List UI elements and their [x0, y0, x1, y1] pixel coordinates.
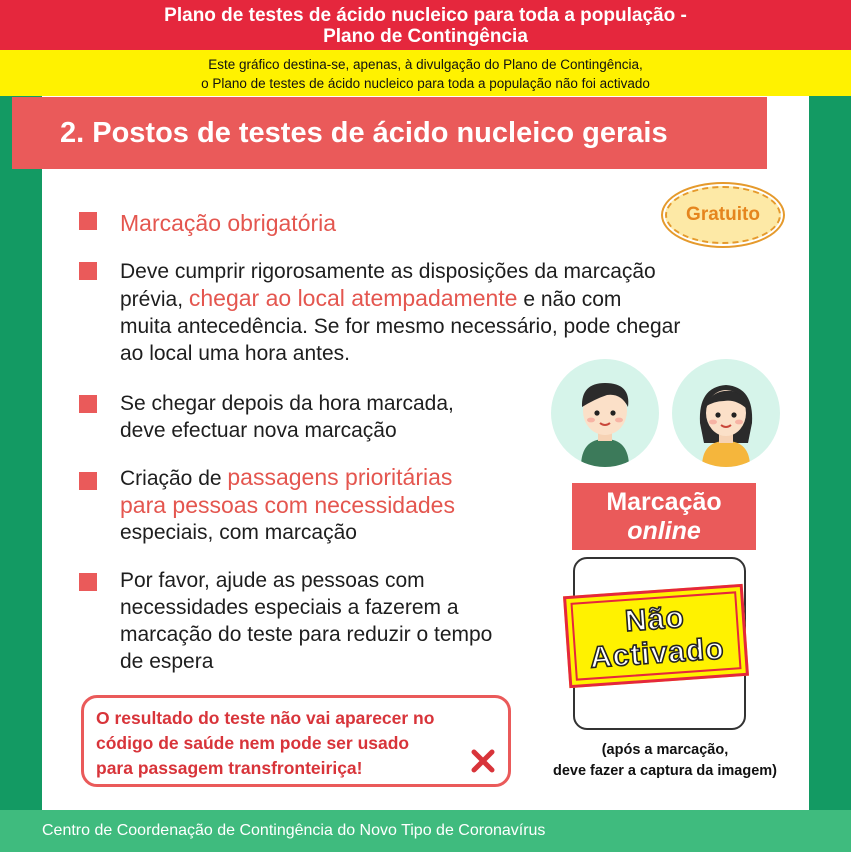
stamp-line2: Activado: [588, 632, 726, 675]
top-banner: [0, 0, 851, 50]
bullet-5-line1: Por favor, ajude as pessoas com: [120, 569, 425, 592]
bullet-marker-4: [79, 472, 97, 490]
bullet-4-highlight-1: passagens prioritárias: [227, 464, 453, 490]
banner-title-line2: Plano de Contingência: [323, 26, 528, 47]
online-booking-label: [572, 483, 756, 550]
bullet-5-line4: de espera: [120, 650, 214, 673]
bullet-4-highlight-2: para pessoas com necessidades: [120, 492, 455, 518]
bullet-4-line1-a: Criação de: [120, 467, 228, 490]
bullet-2-highlight: chegar ao local atempadamente: [188, 285, 518, 311]
cross-icon: [470, 748, 496, 774]
notice-banner: [0, 50, 851, 96]
stamp-line1: Não: [623, 600, 686, 639]
bullet-5-line3: marcação do teste para reduzir o tempo: [120, 623, 493, 646]
caption-line1: (após a marcação,: [601, 742, 729, 758]
free-badge: Gratuito: [665, 186, 781, 244]
bullet-2-line2-b: e não com: [517, 288, 622, 311]
section-header: 2. Postos de testes de ácido nucleico gerais: [12, 97, 767, 169]
bullet-4-line1: [120, 464, 455, 492]
warning-line1: O resultado do teste não vai aparecer no: [96, 708, 435, 728]
bullet-text-3: [120, 390, 454, 444]
bullet-marker-1: [79, 212, 97, 230]
bullet-3-line1: Se chegar depois da hora marcada,: [120, 392, 454, 415]
bullet-text-4: [120, 464, 455, 546]
warning-box: [81, 695, 511, 787]
notice-line2: o Plano de testes de ácido nucleico para toda a população não foi activado: [201, 76, 650, 91]
online-line1: Marcação: [606, 488, 722, 516]
bullet-marker-2: [79, 262, 97, 280]
footer: Centro de Coordenação de Contingência do Novo Tipo de Coronavírus: [0, 810, 851, 852]
bullet-5-line2: necessidades especiais a fazerem a: [120, 596, 459, 619]
bullet-2-line1: Deve cumprir rigorosamente as disposições da marcação: [120, 260, 656, 283]
not-activated-stamp: [563, 584, 749, 688]
bullet-marker-3: [79, 395, 97, 413]
bullet-marker-5: [79, 573, 97, 591]
capture-caption: [520, 740, 810, 782]
banner-title-line1: Plano de testes de ácido nucleico para toda a população -: [164, 5, 687, 26]
warning-line2: código de saúde nem pode ser usado: [96, 733, 410, 753]
bullet-text-2: [120, 258, 740, 367]
bullet-3-line2: deve efectuar nova marcação: [120, 419, 397, 442]
bullet-4-line3: especiais, com marcação: [120, 521, 357, 544]
warning-line3: para passagem transfronteiriça!: [96, 758, 363, 778]
notice-line1: Este gráfico destina-se, apenas, à divulgação do Plano de Contingência,: [208, 57, 643, 72]
girl-avatar-icon: [672, 359, 780, 467]
caption-line2: deve fazer a captura da imagem): [552, 763, 778, 779]
bullet-2-line2: [120, 285, 740, 313]
boy-avatar-icon: [551, 359, 659, 467]
warning-text: [96, 706, 476, 781]
bullet-2-line4: ao local uma hora antes.: [120, 342, 350, 365]
bullet-text-5: [120, 567, 492, 675]
bullet-2-line2-a: prévia,: [120, 288, 189, 311]
bullet-2-line3: muita antecedência. Se for mesmo necessário, pode chegar: [120, 315, 681, 338]
online-line2: online: [627, 517, 701, 545]
bullet-text-1: Marcação obrigatória: [120, 210, 337, 236]
